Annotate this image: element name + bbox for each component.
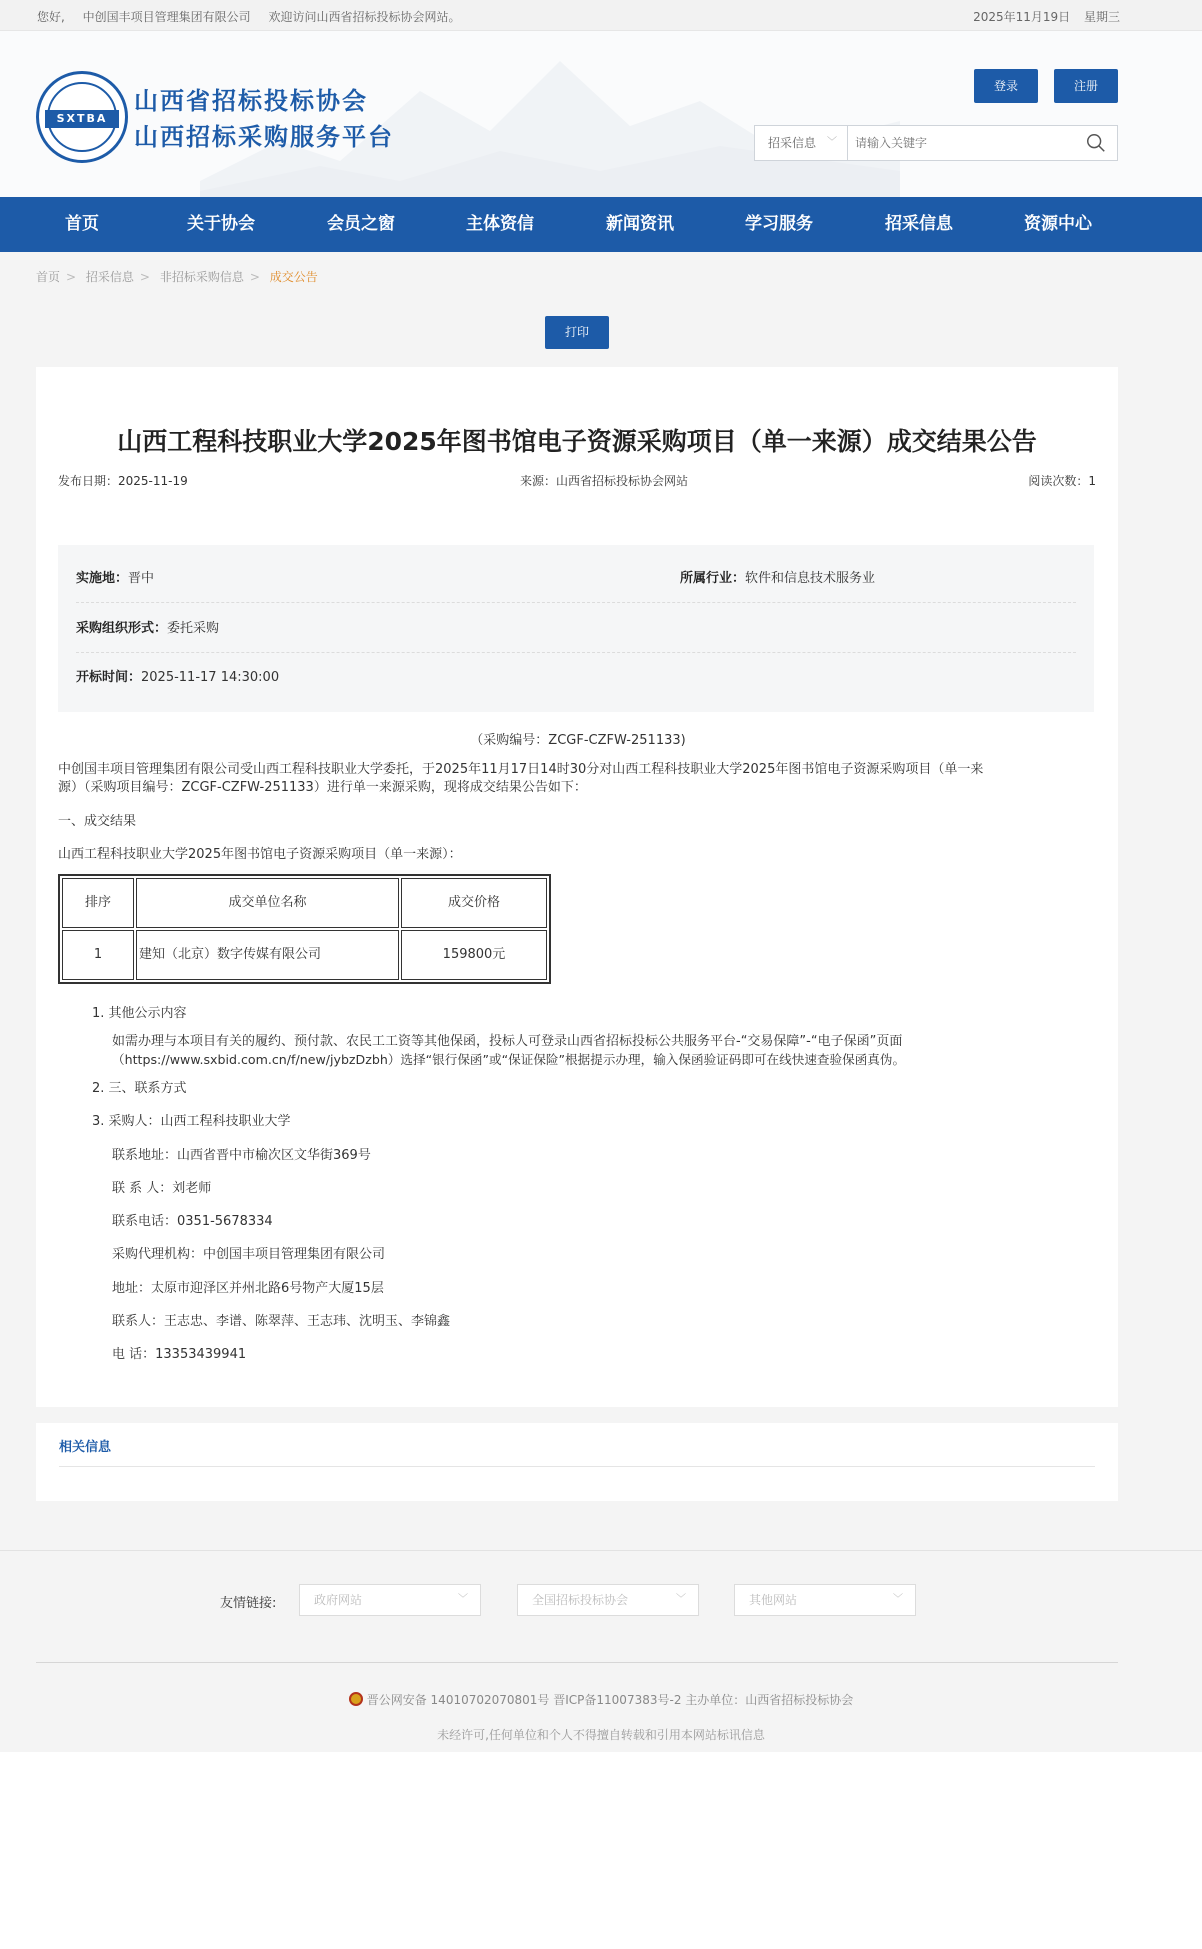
article-title: 山西工程科技职业大学2025年图书馆电子资源采购项目（单一来源）成交结果公告: [117, 427, 1037, 456]
industry-value: 软件和信息技术服务业: [745, 571, 876, 586]
print-button[interactable]: 打印: [545, 316, 609, 349]
nav-item-about[interactable]: 关于协会: [187, 214, 255, 234]
association-logo[interactable]: [36, 71, 128, 163]
chevron-right-icon: >: [139, 270, 150, 284]
industry-label: 所属行业：: [680, 571, 746, 586]
table-cell-price: 159800元: [401, 930, 547, 980]
nav-item-credit[interactable]: 主体资信: [466, 214, 534, 234]
footer-copyright: 未经许可,任何单位和个人不得擅自转载和引用本网站标讯信息: [437, 1728, 765, 1742]
table-header-cell: 成交价格: [401, 878, 547, 928]
location-value: 晋中: [128, 571, 155, 586]
register-button[interactable]: 注册: [1054, 69, 1118, 103]
result-table: [58, 874, 551, 984]
nav-item-home[interactable]: 首页: [65, 214, 99, 234]
greeting-text: 您好,: [37, 10, 65, 24]
related-info-panel: [36, 1423, 1118, 1501]
search-category-select[interactable]: [755, 126, 848, 160]
chevron-right-icon: >: [66, 270, 77, 284]
guarantee-text-2: （https://www.sxbid.com.cn/f/new/jybzDzbh）选择“银行保函”或“保证保险”根据提示办理，输入保函验证码即可在线快速查验保函真伪。: [112, 1052, 906, 1067]
list-item-2: [92, 1079, 187, 1099]
beian-text[interactable]: 晋公网安备 14010702070801号 晋ICP备11007383号-2 主办单位：山西省招标投标协会: [366, 1693, 854, 1707]
section-heading-result: 一、成交结果: [58, 814, 137, 829]
current-weekday: 星期三: [1083, 10, 1120, 24]
current-date: 2025年11月19日: [973, 10, 1071, 24]
footer-divider: [36, 1662, 1118, 1663]
chevron-down-icon: ﹀: [458, 1594, 468, 1605]
search-input[interactable]: [855, 126, 1075, 160]
agency-name: 采购代理机构：中创国丰项目管理集团有限公司: [112, 1247, 386, 1262]
info-row-open-time: [76, 654, 1076, 702]
project-number: （采购编号：ZCGF-CZFW-251133): [470, 733, 686, 748]
article-panel: [36, 367, 1118, 1407]
top-bar: [0, 0, 1202, 31]
breadcrumb-non-tender[interactable]: 非招标采购信息: [159, 270, 244, 284]
project-info-box: [58, 545, 1094, 712]
table-header-cell: 排序: [62, 878, 134, 928]
table-cell-rank: 1: [62, 930, 134, 980]
nav-item-procurement[interactable]: 招采信息: [885, 214, 953, 234]
table-header-cell: 成交单位名称: [136, 878, 399, 928]
chevron-down-icon: ﹀: [893, 1594, 903, 1605]
friend-links-label: 友情链接:: [220, 1596, 277, 1611]
nav-item-members[interactable]: 会员之窗: [327, 214, 395, 234]
org-label: 采购组织形式：: [76, 621, 168, 636]
agency-address: 地址：太原市迎泽区并州北路6号物产大厦15层: [112, 1281, 384, 1296]
contact-person: 联 系 人：刘老师: [112, 1181, 212, 1196]
list-item-text: 采购人：山西工程科技职业大学: [108, 1114, 291, 1129]
welcome-text: 欢迎访问山西省招标投标协会网站。: [268, 10, 461, 24]
links-select-other[interactable]: [734, 1584, 916, 1616]
nav-item-resources[interactable]: 资源中心: [1024, 214, 1092, 234]
list-number: 1.: [92, 1006, 105, 1021]
police-badge-icon: [349, 1692, 363, 1706]
search-icon[interactable]: [1085, 132, 1107, 154]
agency-phone: 电 话：13353439941: [112, 1347, 247, 1362]
contact-address: 联系地址：山西省晋中市榆次区文华街369号: [112, 1148, 371, 1163]
chevron-down-icon: ﹀: [676, 1594, 686, 1605]
list-item-1: [92, 1004, 187, 1024]
chevron-right-icon: >: [249, 270, 260, 284]
list-item-text: 三、联系方式: [108, 1081, 187, 1096]
open-time-label: 开标时间：: [76, 670, 142, 685]
related-info-title: 相关信息: [59, 1440, 112, 1455]
list-number: 2.: [92, 1081, 105, 1096]
breadcrumb-procurement[interactable]: 招采信息: [85, 270, 134, 284]
links-select-national[interactable]: [517, 1584, 699, 1616]
footer-beian: [0, 1691, 1202, 1708]
publish-date: 发布日期：2025-11-19: [58, 474, 188, 488]
company-name: 中创国丰项目管理集团有限公司: [82, 10, 251, 24]
list-item-3: [92, 1112, 291, 1132]
nav-item-learning[interactable]: 学习服务: [745, 214, 813, 234]
intro-line-2: 源）（采购项目编号：ZCGF-CZFW-251133）进行单一来源采购，现将成交结果公告如下：: [58, 780, 587, 795]
login-button[interactable]: 登录: [974, 69, 1038, 103]
chevron-down-icon: ﹀: [827, 137, 837, 148]
breadcrumb-current: 成交公告: [269, 270, 318, 284]
breadcrumb-home[interactable]: 首页: [36, 270, 61, 284]
links-select-government[interactable]: [299, 1584, 481, 1616]
view-count: 阅读次数：1: [1028, 474, 1096, 488]
breadcrumb: [36, 268, 324, 285]
search-category-value: 招采信息: [768, 136, 817, 150]
location-label: 实施地：: [76, 571, 129, 586]
site-title-primary: 山西省招标投标协会: [134, 87, 368, 115]
article-source: 来源：山西省招标投标协会网站: [520, 474, 689, 488]
site-title-secondary: 山西招标采购服务平台: [134, 123, 394, 151]
info-row-org: [76, 605, 1076, 653]
links-select-value: 政府网站: [314, 1593, 363, 1607]
divider: [59, 1466, 1095, 1467]
info-row-location: [76, 555, 1076, 603]
list-number: 3.: [92, 1114, 105, 1129]
footer-divider: [0, 1550, 1202, 1551]
list-item-text: 其他公示内容: [108, 1006, 187, 1021]
main-nav: [0, 197, 1202, 252]
intro-line-1: 中创国丰项目管理集团有限公司受山西工程科技职业大学委托，于2025年11月17日14时30分对山西工程科技职业大学2025年图书馆电子资源采购项目（单一来: [58, 762, 984, 777]
search-bar: [754, 125, 1118, 161]
site-header: [0, 31, 1202, 197]
guarantee-text-1: 如需办理与本项目有关的履约、预付款、农民工工资等其他保函，投标人可登录山西省招标投标公共服务平台-“交易保障”-“电子保函”页面: [112, 1034, 903, 1049]
logo-badge-text: SXTBA: [45, 110, 119, 128]
nav-item-news[interactable]: 新闻资讯: [606, 214, 674, 234]
links-select-value: 其他网站: [749, 1593, 798, 1607]
agency-contacts: 联系人：王志忠、李谱、陈翠萍、王志玮、沈明玉、李锦鑫: [112, 1314, 451, 1329]
result-subtitle: 山西工程科技职业大学2025年图书馆电子资源采购项目（单一来源）：: [58, 847, 462, 862]
table-header-row: [62, 878, 547, 928]
table-cell-winner: 建知（北京）数字传媒有限公司: [136, 930, 399, 980]
open-time-value: 2025-11-17 14:30:00: [141, 670, 280, 685]
org-value: 委托采购: [167, 621, 220, 636]
table-row: [62, 930, 547, 980]
contact-phone: 联系电话：0351-5678334: [112, 1214, 273, 1229]
links-select-value: 全国招标投标协会: [532, 1593, 629, 1607]
